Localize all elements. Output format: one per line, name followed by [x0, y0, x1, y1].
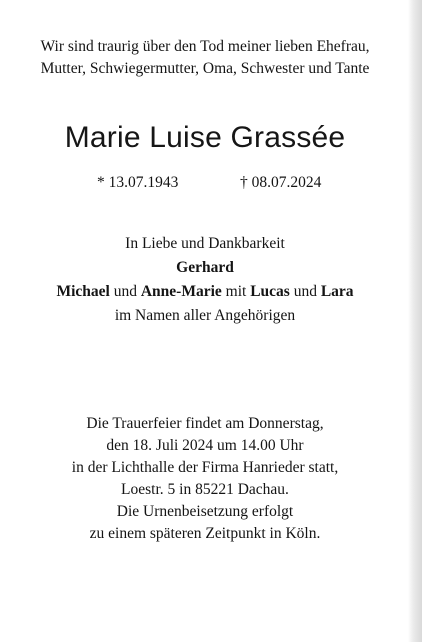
mourner-family-line: [0, 280, 410, 304]
connector-und: und: [109, 283, 141, 300]
mourners-closing: im Namen aller Angehörigen: [114, 307, 296, 324]
ceremony-line-4: Loestr. 5 in 85221 Dachau.: [121, 481, 289, 498]
urn-line-1: Die Urnenbeisetzung erfolgt: [116, 503, 294, 520]
urn-line-2: zu einem späteren Zeitpunkt in Köln.: [89, 525, 321, 542]
mourner-name-gerhard: Gerhard: [176, 259, 234, 276]
intro-text: [0, 36, 410, 80]
mourner-name-michael: Michael: [56, 283, 110, 300]
mourner-name-anne-marie: Anne-Marie: [140, 283, 222, 300]
ceremony-line-1: Die Trauerfeier findet am Donnerstag,: [86, 415, 324, 432]
intro-line-2: Mutter, Schwiegermutter, Oma, Schwester und Tante: [40, 60, 370, 77]
mourner-spouse: [0, 256, 410, 280]
deceased-name: Marie Luise Grassée: [64, 121, 346, 154]
birth-date: * 13.07.1943: [97, 174, 179, 191]
urn-burial-info: [0, 501, 410, 545]
ceremony-line-3: in der Lichthalle der Firma Hanrieder statt,: [71, 459, 339, 476]
connector-und: und: [289, 283, 321, 300]
mourner-name-lara: Lara: [320, 283, 354, 300]
scan-edge-shadow: [408, 0, 422, 642]
ceremony-line-2: den 18. Juli 2024 um 14.00 Uhr: [106, 437, 304, 454]
intro-line-1: Wir sind traurig über den Tod meiner lieben Ehefrau,: [40, 38, 370, 55]
connector-mit: mit: [221, 283, 251, 300]
ceremony-info: [0, 413, 410, 501]
death-date: † 08.07.2024: [240, 174, 322, 191]
mourner-name-lucas: Lucas: [250, 283, 290, 300]
mourners-block: [0, 232, 410, 328]
mourners-intro: In Liebe und Dankbarkeit: [125, 235, 285, 252]
